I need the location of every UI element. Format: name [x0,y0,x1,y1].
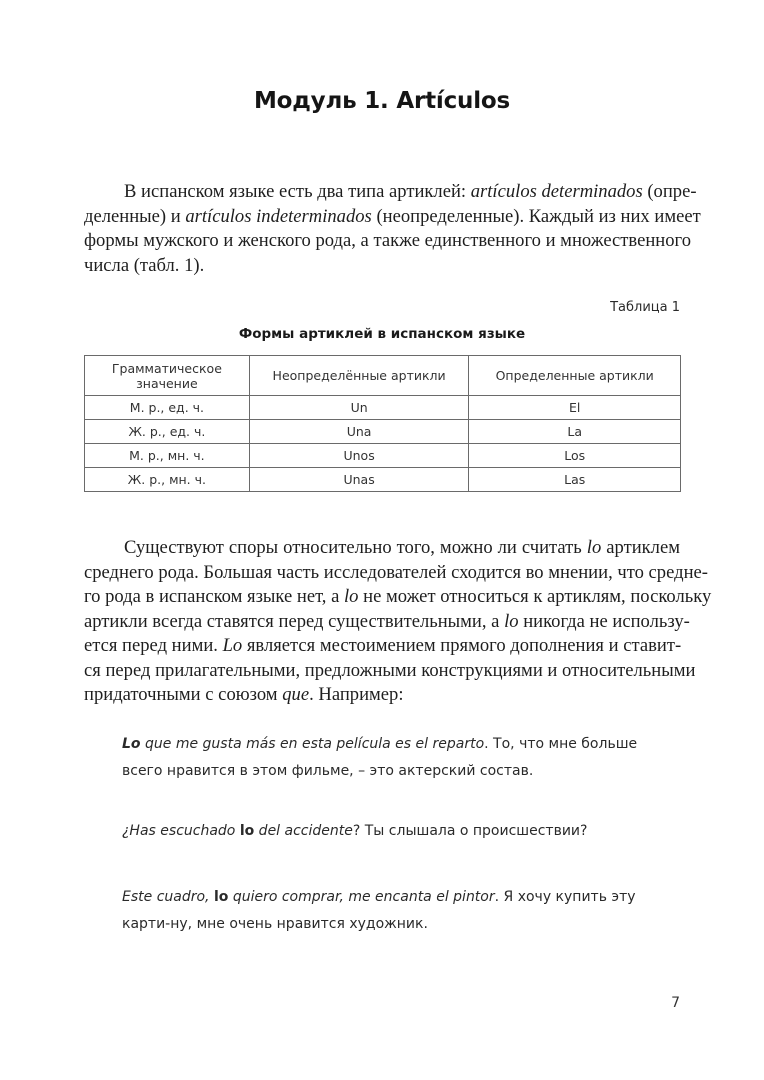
text-run: quiero comprar, me encanta el pintor [228,889,495,905]
table-row [85,396,681,420]
cell-definite: Los [469,444,681,468]
text-run: Lo [122,736,141,752]
cell-indefinite: Unas [249,468,469,492]
cell-meaning: М. р., ед. ч. [85,396,250,420]
header-indefinite-articles: Неопределённые артикли [249,356,469,396]
table-caption: Формы артиклей в испанском языке [238,326,526,342]
cell-indefinite: Un [249,396,469,420]
text-run: ¿Has escuchado [122,823,240,839]
cell-definite: La [469,420,681,444]
text-run: que [282,684,310,705]
example-2: ¿Has escuchado lo del accidente? Ты слышала о происшествии? [122,823,588,839]
text-run: lo [586,537,602,558]
table-header-row [85,356,681,396]
example-3: Este cuadro, lo quiero comprar, me encanta el pintor. Я хочу купить эту карти-ну, мне очень нравится художник. [122,889,636,932]
cell-indefinite: Una [249,420,469,444]
paragraph-line: придаточными с союзом que. Например: [84,684,404,705]
paragraph-line: артикли всегда ставятся перед существительными, а lo никогда не использу- [84,610,690,632]
text-run: Lo [222,635,243,656]
paragraph-line: В испанском языке есть два типа артиклей: artículos determinados (опре- [124,181,697,202]
lo-discussion-paragraph [84,536,712,708]
cell-meaning: Ж. р., ед. ч. [85,420,250,444]
paragraph-line: деленные) и artículos indeterminados (неопределенные). Каждый из них имеет [84,205,701,227]
cell-indefinite: Unos [249,444,469,468]
table-row [85,444,681,468]
header-definite-articles: Определенные артикли [469,356,681,396]
paragraph-line: среднего рода. Большая часть исследователей сходится во мнении, что средне- [84,561,708,583]
intro-paragraph [84,180,701,278]
module-title: Модуль 1. Artículos [253,88,510,114]
cell-definite: El [469,396,681,420]
paragraph-line: го рода в испанском языке нет, а lo не может относиться к артиклям, поскольку [84,586,712,607]
paragraph-line: числа (табл. 1). [84,254,205,276]
header-grammatical-meaning: Грамматическое значение [85,356,250,396]
text-run: Este cuadro, [122,889,214,905]
text-run: lo [504,610,519,632]
text-run: que me gusta más en esta película es el reparto [140,736,485,752]
table-label: Таблица 1 [610,300,680,315]
articles-table [84,355,681,492]
text-run: lo [239,823,255,839]
table-row [85,420,681,444]
text-run: lo [213,889,229,905]
table-row [85,468,681,492]
cell-meaning: Ж. р., мн. ч. [85,468,250,492]
text-run: del accidente [254,823,353,839]
paragraph-line: Существуют споры относительно того, можно ли считать lo артиклем [124,537,680,558]
paragraph-line: формы мужского и женского рода, а также единственного и множественного [84,230,692,251]
cell-meaning: М. р., мн. ч. [85,444,250,468]
paragraph-line: ется перед ними. Lo является местоимением прямого дополнения и ставит- [84,635,682,656]
cell-definite: Las [469,468,681,492]
example-1: Lo que me gusta más en esta película es el reparto. То, что мне больше всего нравится в этом фильме, – это актерский состав. [122,736,638,779]
text-run: artículos indeterminados [185,205,372,227]
text-run: artículos determinados [470,181,643,202]
paragraph-line: ся перед прилагательными, предложными конструкциями и относительными [84,659,696,681]
text-run: lo [344,586,359,607]
page-number: 7 [671,995,680,1011]
